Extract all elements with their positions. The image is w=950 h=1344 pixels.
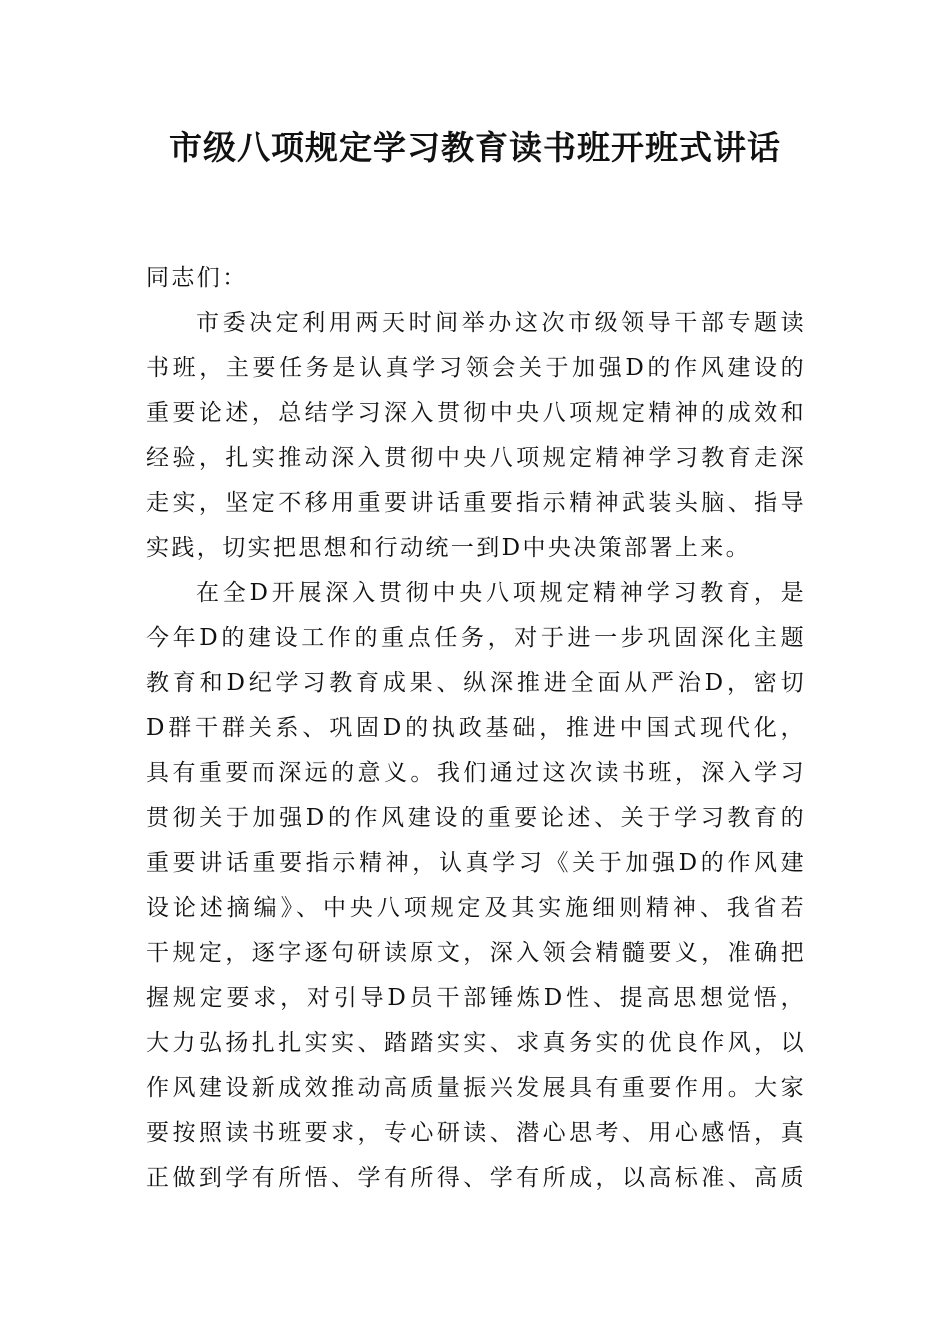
paragraph-line: 干规定，逐字逐句研读原文，深入领会精髓要义，准确把: [146, 940, 806, 966]
paragraph-line: 握规定要求，对引导D员干部锤炼D性、提高思想觉悟，: [146, 985, 806, 1011]
paragraph-line: 设论述摘编》、中央八项规定及其实施细则精神、我省若: [146, 895, 806, 921]
paragraph-line: 贯彻关于加强D的作风建设的重要论述、关于学习教育的: [146, 805, 806, 831]
paragraph-line: 重要论述，总结学习深入贯彻中央八项规定精神的成效和: [146, 400, 806, 426]
paragraph-line: 大力弘扬扎扎实实、踏踏实实、求真务实的优良作风，以: [146, 1030, 806, 1056]
paragraph-line: 作风建设新成效推动高质量振兴发展具有重要作用。大家: [146, 1075, 806, 1101]
paragraph-line: 具有重要而深远的意义。我们通过这次读书班，深入学习: [146, 760, 806, 786]
paragraph-line: 经验，扎实推动深入贯彻中央八项规定精神学习教育走深: [146, 445, 806, 471]
paragraph-line: 实践，切实把思想和行动统一到D中央决策部署上来。: [146, 535, 752, 561]
paragraph-line: 书班，主要任务是认真学习领会关于加强D的作风建设的: [146, 355, 806, 381]
paragraph-line: 走实，坚定不移用重要讲话重要指示精神武装头脑、指导: [146, 490, 806, 516]
paragraph-line: 今年D的建设工作的重点任务，对于进一步巩固深化主题: [146, 625, 806, 651]
paragraph-1: [146, 301, 806, 571]
document-body: [146, 256, 806, 1201]
paragraph-line: 重要讲话重要指示精神，认真学习《关于加强D的作风建: [146, 850, 806, 876]
paragraph-line: 要按照读书班要求，专心研读、潜心思考、用心感悟，真: [146, 1120, 806, 1146]
paragraph-line: 教育和D纪学习教育成果、纵深推进全面从严治D，密切: [146, 670, 806, 696]
paragraph-2: [146, 571, 806, 1201]
paragraph-line: 在全D开展深入贯彻中央八项规定精神学习教育，是: [196, 580, 806, 606]
document-title: 市级八项规定学习教育读书班开班式讲话: [169, 128, 781, 167]
salutation: 同志们：: [146, 265, 248, 291]
paragraph-line: D群干群关系、巩固D的执政基础，推进中国式现代化，: [146, 715, 806, 741]
paragraph-line: 正做到学有所悟、学有所得、学有所成，以高标准、高质: [146, 1165, 806, 1191]
paragraph-line: 市委决定利用两天时间举办这次市级领导干部专题读: [196, 310, 806, 336]
